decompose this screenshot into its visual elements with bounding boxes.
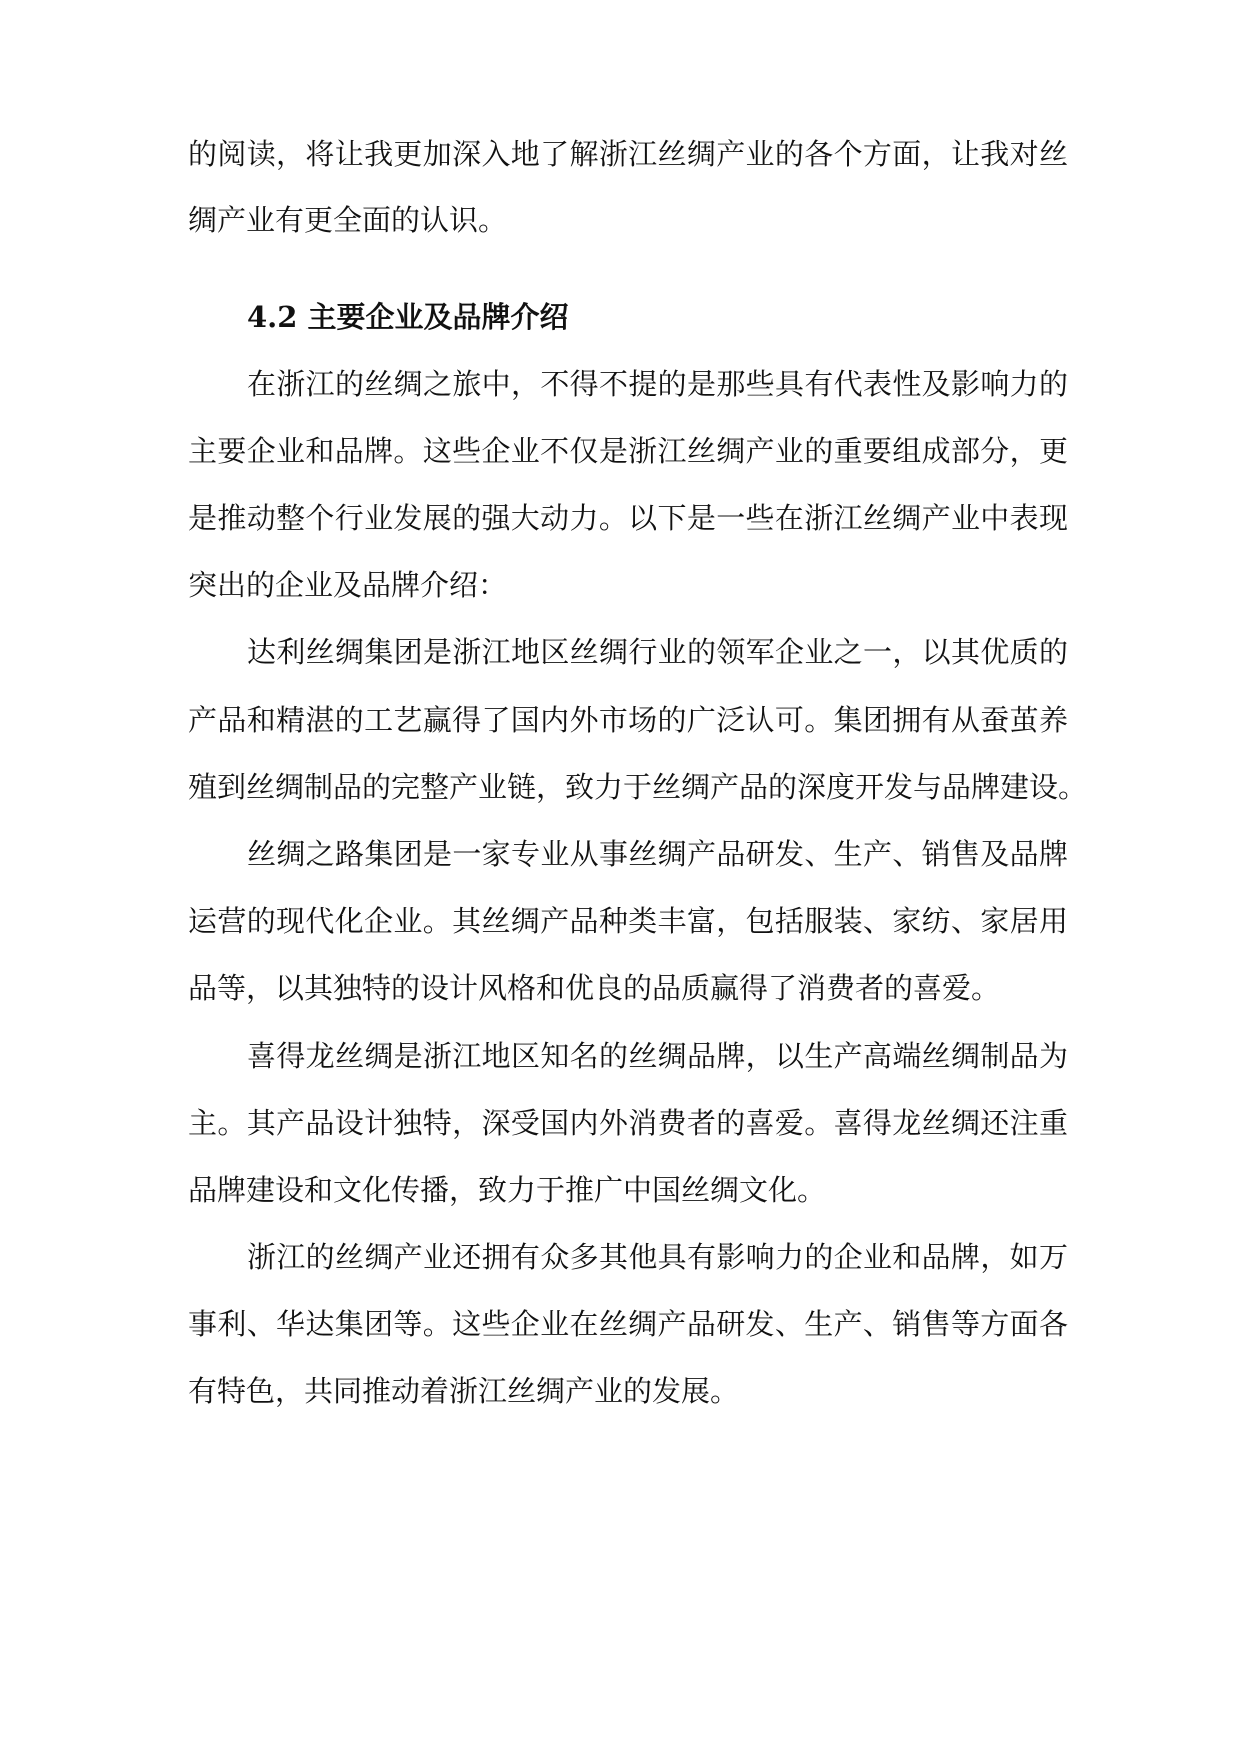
paragraph-line: 品牌建设和文化传播，致力于推广中国丝绸文化。 — [188, 1173, 827, 1207]
paragraph-line: 突出的企业及品牌介绍： — [188, 568, 508, 602]
paragraph-line: 事利、华达集团等。这些企业在丝绸产品研发、生产、销售等方面各 — [188, 1307, 1068, 1341]
paragraph-line: 有特色，共同推动着浙江丝绸产业的发展。 — [188, 1374, 740, 1408]
section-heading: 4.2 主要企业及品牌介绍 — [247, 300, 569, 334]
paragraph-line: 殖到丝绸制品的完整产业链，致力于丝绸产品的深度开发与品牌建设。 — [188, 770, 1088, 804]
paragraph-line: 运营的现代化企业。其丝绸产品种类丰富，包括服装、家纺、家居用 — [188, 904, 1068, 938]
paragraph-line: 品等，以其独特的设计风格和优良的品质赢得了消费者的喜爱。 — [188, 971, 1001, 1005]
paragraph-line: 丝绸之路集团是一家专业从事丝绸产品研发、生产、销售及品牌 — [247, 837, 1068, 871]
paragraph-line: 的阅读，将让我更加深入地了解浙江丝绸产业的各个方面，让我对丝 — [188, 137, 1068, 171]
paragraph-line: 在浙江的丝绸之旅中，不得不提的是那些具有代表性及影响力的 — [247, 367, 1068, 401]
paragraph-line: 产品和精湛的工艺赢得了国内外市场的广泛认可。集团拥有从蚕茧养 — [188, 703, 1068, 737]
paragraph-line: 浙江的丝绸产业还拥有众多其他具有影响力的企业和品牌，如万 — [247, 1240, 1068, 1274]
paragraph-line: 是推动整个行业发展的强大动力。以下是一些在浙江丝绸产业中表现 — [188, 501, 1068, 535]
paragraph-line: 主要企业和品牌。这些企业不仅是浙江丝绸产业的重要组成部分，更 — [188, 434, 1068, 468]
paragraph-line: 主。其产品设计独特，深受国内外消费者的喜爱。喜得龙丝绸还注重 — [188, 1106, 1068, 1140]
paragraph-line: 喜得龙丝绸是浙江地区知名的丝绸品牌，以生产高端丝绸制品为 — [247, 1039, 1068, 1073]
paragraph-line: 达利丝绸集团是浙江地区丝绸行业的领军企业之一，以其优质的 — [247, 635, 1068, 669]
paragraph-line: 绸产业有更全面的认识。 — [188, 203, 508, 237]
